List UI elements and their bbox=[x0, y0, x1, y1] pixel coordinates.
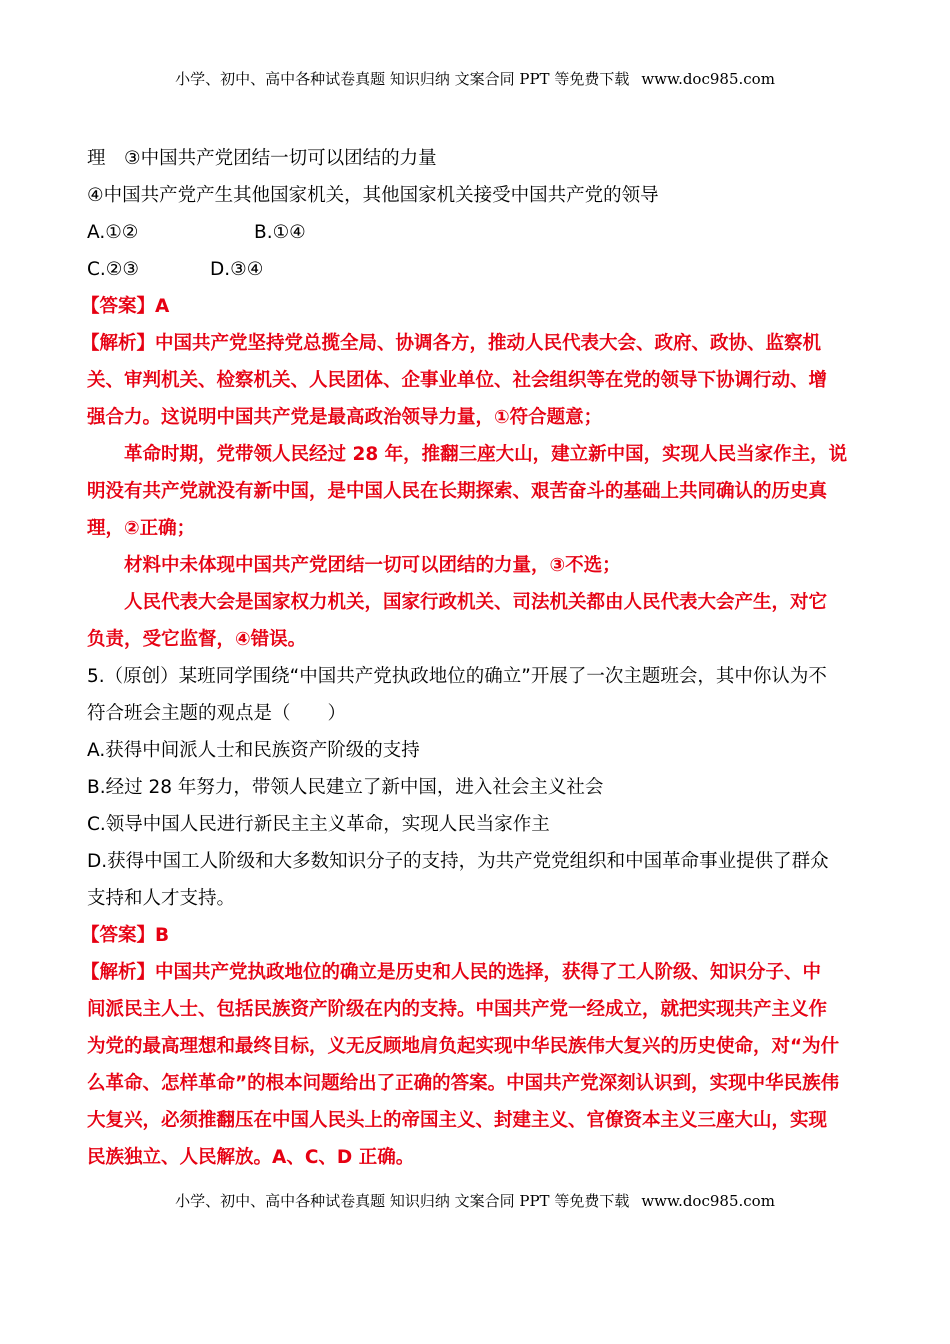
q4-options-row-2 bbox=[87, 251, 867, 288]
q5-analysis-line: 大复兴，必须推翻压在中国人民头上的帝国主义、封建主义、官僚资本主义三座大山，实现 bbox=[87, 1110, 828, 1131]
q4-option-a: A.①② bbox=[87, 222, 139, 243]
q4-option-c: C.②③ bbox=[87, 259, 139, 280]
q5-option-d: D.获得中国工人阶级和大多数知识分子的支持，为共产党党组织和中国革命事业提供了群众 bbox=[87, 851, 829, 872]
page-header bbox=[0, 68, 950, 89]
q4-options-row-1 bbox=[87, 214, 867, 251]
q4-analysis-line: 明没有共产党就没有新中国，是中国人民在长期探索、艰苦奋斗的基础上共同确认的历史真 bbox=[87, 481, 828, 502]
q4-analysis-line: 关、审判机关、检察机关、人民团体、企事业单位、社会组织等在党的领导下协调行动、增 bbox=[87, 370, 828, 391]
footer-text: 小学、初中、高中各种试卷真题 知识归纳 文案合同 PPT 等免费下载 bbox=[175, 1192, 630, 1210]
q5-option-d-cont: 支持和人才支持。 bbox=[87, 888, 236, 909]
q5-option-c: C.领导中国人民进行新民主主义革命，实现人民当家作主 bbox=[87, 814, 550, 835]
header-url[interactable]: www.doc985.com bbox=[641, 70, 775, 88]
q4-answer: 【答案】A bbox=[81, 296, 170, 317]
q4-option-d: D.③④ bbox=[210, 259, 264, 280]
q5-stem-line: 符合班会主题的观点是（ ） bbox=[87, 703, 347, 724]
q5-analysis-line: 【解析】中国共产党执政地位的确立是历史和人民的选择，获得了工人阶级、知识分子、中 bbox=[81, 962, 822, 983]
q4-statement-4: ④中国共产党产生其他国家机关，其他国家机关接受中国共产党的领导 bbox=[87, 185, 659, 206]
q4-statement-3: 理 ③中国共产党团结一切可以团结的力量 bbox=[87, 148, 437, 169]
q5-option-b: B.经过 28 年努力，带领人民建立了新中国，进入社会主义社会 bbox=[87, 777, 604, 798]
q5-analysis-line: 为党的最高理想和最终目标，义无反顾地肩负起实现中华民族伟大复兴的历史使命，对“为什 bbox=[87, 1036, 840, 1057]
q4-analysis-line: 材料中未体现中国共产党团结一切可以团结的力量，③不选； bbox=[124, 555, 621, 576]
q4-option-b: B.①④ bbox=[254, 222, 306, 243]
q4-analysis-line: 负责，受它监督，④错误。 bbox=[87, 629, 307, 650]
q4-analysis-line: 【解析】中国共产党坚持党总揽全局、协调各方，推动人民代表大会、政府、政协、监察机 bbox=[81, 333, 822, 354]
q5-option-a: A.获得中间派人士和民族资产阶级的支持 bbox=[87, 740, 420, 761]
q5-analysis-line: 么革命、怎样革命”的根本问题给出了正确的答案。中国共产党深刻认识到，实现中华民族伟 bbox=[87, 1073, 840, 1094]
document-body bbox=[81, 140, 867, 1176]
footer-url[interactable]: www.doc985.com bbox=[641, 1192, 775, 1210]
q4-analysis-line: 理，②正确； bbox=[87, 518, 196, 539]
header-text: 小学、初中、高中各种试卷真题 知识归纳 文案合同 PPT 等免费下载 bbox=[175, 70, 630, 88]
q4-analysis-line: 强合力。这说明中国共产党是最高政治领导力量，①符合题意； bbox=[87, 407, 603, 428]
q5-analysis-line: 民族独立、人民解放。A、C、D 正确。 bbox=[87, 1147, 415, 1168]
q4-analysis-line: 革命时期，党带领人民经过 28 年，推翻三座大山，建立新中国，实现人民当家作主，说 bbox=[124, 444, 848, 465]
q5-stem-line: 5.（原创）某班同学围绕“中国共产党执政地位的确立”开展了一次主题班会，其中你认为不 bbox=[87, 666, 827, 687]
q5-analysis-line: 间派民主人士、包括民族资产阶级在内的支持。中国共产党一经成立，就把实现共产主义作 bbox=[87, 999, 828, 1020]
q4-analysis-line: 人民代表大会是国家权力机关，国家行政机关、司法机关都由人民代表大会产生，对它 bbox=[124, 592, 828, 613]
q5-answer: 【答案】B bbox=[81, 925, 170, 946]
page-footer bbox=[0, 1190, 950, 1211]
